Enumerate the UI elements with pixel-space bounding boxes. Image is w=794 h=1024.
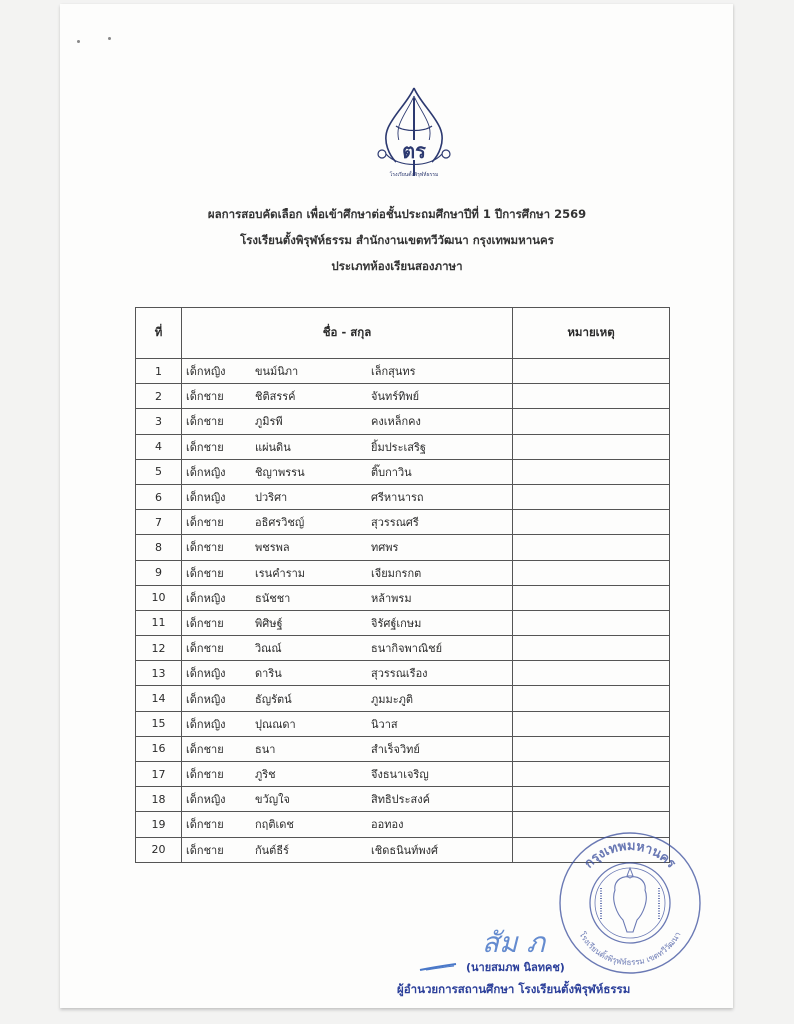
student-name-cell	[182, 585, 513, 610]
remark-cell	[513, 686, 670, 711]
table-header-row	[136, 308, 670, 359]
remark-cell	[513, 535, 670, 560]
remark-cell	[513, 484, 670, 509]
row-number: 3	[136, 409, 182, 434]
name-prefix: เด็กหญิง	[186, 717, 226, 731]
name-prefix: เด็กชาย	[186, 541, 224, 555]
name-prefix: เด็กชาย	[186, 390, 224, 404]
name-prefix: เด็กหญิง	[186, 692, 226, 706]
last-name: เล็กสุนทร	[371, 365, 416, 379]
last-name: เชิดธนินท์พงศ์	[371, 843, 438, 857]
last-name: เจียมกรกต	[371, 566, 422, 580]
last-name: คงเหล็กคง	[371, 415, 421, 429]
student-name-cell	[182, 610, 513, 635]
student-name-cell	[182, 812, 513, 837]
first-name: พิศิษฐ์	[255, 616, 283, 630]
heading-line-2: โรงเรียนตั้งพิรุฬห์ธรรม สำนักงานเขตทวีวัฒนา กรุงเทพมหานคร	[240, 233, 554, 247]
row-number: 8	[136, 535, 182, 560]
row-number: 15	[136, 711, 182, 736]
last-name: ศรีหานารถ	[371, 491, 424, 505]
handwritten-signature-icon	[478, 918, 548, 958]
table-row	[136, 434, 670, 459]
signature-scribble: สัม ภ	[482, 926, 545, 958]
header-remark: หมายเหตุ	[513, 308, 670, 359]
row-number: 4	[136, 434, 182, 459]
student-name-cell	[182, 384, 513, 409]
student-name-cell	[182, 787, 513, 812]
first-name: เรนคำราม	[255, 566, 306, 580]
last-name: สิทธิประสงค์	[371, 793, 430, 807]
student-name-cell	[182, 837, 513, 862]
first-name: ธนา	[255, 742, 276, 756]
student-name-cell	[182, 484, 513, 509]
remark-cell	[513, 787, 670, 812]
first-name: ปวริศา	[255, 491, 288, 505]
last-name: นิวาส	[371, 717, 398, 731]
last-name: จิรัศฐ์เกษม	[371, 616, 422, 630]
school-emblem-icon	[372, 84, 456, 184]
name-prefix: เด็กชาย	[186, 566, 224, 580]
table-row	[136, 661, 670, 686]
first-name: ดาริน	[255, 667, 282, 681]
name-prefix: เด็กชาย	[186, 843, 224, 857]
name-prefix: เด็กชาย	[186, 415, 224, 429]
row-number: 1	[136, 359, 182, 384]
row-number: 10	[136, 585, 182, 610]
svg-text:โรงเรียนตั้งพิรุฬห์ธรรม เขตทวี	[577, 930, 682, 967]
heading-line-1: ผลการสอบคัดเลือก เพื่อเข้าศึกษาต่อชั้นประถมศึกษาปีที่ 1 ปีการศึกษา 2569	[207, 207, 587, 221]
student-name-cell	[182, 434, 513, 459]
name-prefix: เด็กชาย	[186, 642, 224, 656]
table-row	[136, 560, 670, 585]
table-row	[136, 610, 670, 635]
student-name-cell	[182, 762, 513, 787]
last-name: ภูมมะภูติ	[371, 692, 414, 706]
svg-text:กรุงเทพมหานคร	[582, 839, 679, 872]
student-name-cell	[182, 636, 513, 661]
heading-line-3: ประเภทห้องเรียนสองภาษา	[331, 259, 463, 273]
name-prefix: เด็กหญิง	[186, 591, 226, 605]
first-name: วิณณ์	[255, 642, 282, 656]
remark-cell	[513, 409, 670, 434]
row-number: 7	[136, 510, 182, 535]
remark-cell	[513, 585, 670, 610]
student-name-cell	[182, 661, 513, 686]
table-row	[136, 484, 670, 509]
table-row	[136, 409, 670, 434]
first-name: ขนม์นิภา	[255, 365, 299, 379]
table-row	[136, 459, 670, 484]
first-name: กฤติเดช	[255, 818, 294, 832]
table-row	[136, 787, 670, 812]
table-row	[136, 535, 670, 560]
student-name-cell	[182, 459, 513, 484]
table-row	[136, 736, 670, 761]
paper-speck	[108, 37, 111, 40]
table-row	[136, 711, 670, 736]
row-number: 16	[136, 736, 182, 761]
name-prefix: เด็กหญิง	[186, 491, 226, 505]
emblem-monogram: ตร	[402, 139, 426, 163]
student-name-cell	[182, 560, 513, 585]
name-prefix: เด็กชาย	[186, 742, 224, 756]
first-name: ธัญรัตน์	[255, 692, 292, 706]
first-name: ขวัญใจ	[255, 793, 290, 807]
table-row	[136, 510, 670, 535]
remark-cell	[513, 736, 670, 761]
paper-speck	[77, 40, 80, 43]
stamp-top-text: กรุงเทพมหานคร	[581, 838, 679, 872]
student-name-cell	[182, 409, 513, 434]
signer-name: (นายสมภพ นิลทคช)	[466, 961, 565, 974]
row-number: 5	[136, 459, 182, 484]
student-name-cell	[182, 359, 513, 384]
table-row	[136, 762, 670, 787]
row-number: 2	[136, 384, 182, 409]
emblem-caption: โรงเรียนตั้งพิรุฬห์ธรรม	[389, 172, 439, 178]
row-number: 14	[136, 686, 182, 711]
table-row	[136, 585, 670, 610]
remark-cell	[513, 762, 670, 787]
student-name-cell	[182, 736, 513, 761]
table-row	[136, 384, 670, 409]
student-name-cell	[182, 510, 513, 535]
remark-cell	[513, 610, 670, 635]
name-prefix: เด็กชาย	[186, 818, 224, 832]
table-row	[136, 686, 670, 711]
last-name: สุวรรณเรือง	[371, 667, 428, 681]
stamp-bottom-text: โรงเรียนตั้งพิรุฬห์ธรรม เขตทวีวัฒนา	[577, 930, 683, 968]
header-name: ชื่อ - สกุล	[182, 308, 513, 359]
remark-cell	[513, 711, 670, 736]
student-name-cell	[182, 535, 513, 560]
remark-cell	[513, 661, 670, 686]
row-number: 9	[136, 560, 182, 585]
first-name: ชิติสรรค์	[255, 390, 296, 404]
last-name: สำเร็จวิทย์	[371, 742, 420, 756]
row-number: 13	[136, 661, 182, 686]
last-name: จึงธนาเจริญ	[371, 768, 429, 782]
first-name: ธนัชชา	[255, 591, 291, 605]
remark-cell	[513, 510, 670, 535]
name-prefix: เด็กหญิง	[186, 667, 226, 681]
name-prefix: เด็กชาย	[186, 440, 224, 454]
name-prefix: เด็กชาย	[186, 616, 224, 630]
first-name: ปุณณดา	[255, 717, 296, 731]
last-name: ออทอง	[371, 818, 404, 832]
first-name: ชิญาพรรน	[255, 465, 305, 479]
first-name: ภูมิรพี	[255, 415, 283, 429]
last-name: ธนากิจพาณิชย์	[371, 642, 443, 656]
signer-title: ผู้อำนวยการสถานศึกษา โรงเรียนตั้งพิรุฬห์ธรรม	[397, 982, 631, 996]
row-number: 12	[136, 636, 182, 661]
first-name: แผ่นดิน	[255, 440, 291, 454]
name-prefix: เด็กชาย	[186, 768, 224, 782]
remark-cell	[513, 434, 670, 459]
pen-stroke-icon	[418, 962, 458, 972]
name-prefix: เด็กหญิง	[186, 365, 226, 379]
remark-cell	[513, 459, 670, 484]
first-name: พชรพล	[255, 541, 290, 555]
name-prefix: เด็กหญิง	[186, 465, 226, 479]
last-name: จันทร์ทิพย์	[371, 390, 420, 404]
table-row	[136, 359, 670, 384]
student-name-cell	[182, 711, 513, 736]
bangkok-seal-stamp-icon	[555, 828, 705, 978]
remark-cell	[513, 359, 670, 384]
remark-cell	[513, 384, 670, 409]
table-row	[136, 636, 670, 661]
remark-cell	[513, 560, 670, 585]
row-number: 6	[136, 484, 182, 509]
last-name: ทศพร	[371, 541, 399, 555]
last-name: สุวรรณศรี	[371, 516, 419, 530]
student-name-cell	[182, 686, 513, 711]
table-body	[136, 359, 670, 863]
first-name: กันต์ธีร์	[255, 843, 289, 857]
last-name: ติ๊บกาวิน	[371, 465, 412, 479]
row-number: 11	[136, 610, 182, 635]
remark-cell	[513, 636, 670, 661]
row-number: 17	[136, 762, 182, 787]
first-name: อธิศรวิชญ์	[255, 516, 305, 530]
first-name: ภูริช	[255, 768, 276, 782]
row-number: 19	[136, 812, 182, 837]
results-table	[135, 307, 670, 863]
row-number: 18	[136, 787, 182, 812]
name-prefix: เด็กชาย	[186, 516, 224, 530]
row-number: 20	[136, 837, 182, 862]
last-name: ยิ้มประเสริฐ	[371, 440, 426, 454]
last-name: หล้าพรม	[371, 591, 412, 605]
name-prefix: เด็กหญิง	[186, 793, 226, 807]
header-no: ที่	[136, 308, 182, 359]
